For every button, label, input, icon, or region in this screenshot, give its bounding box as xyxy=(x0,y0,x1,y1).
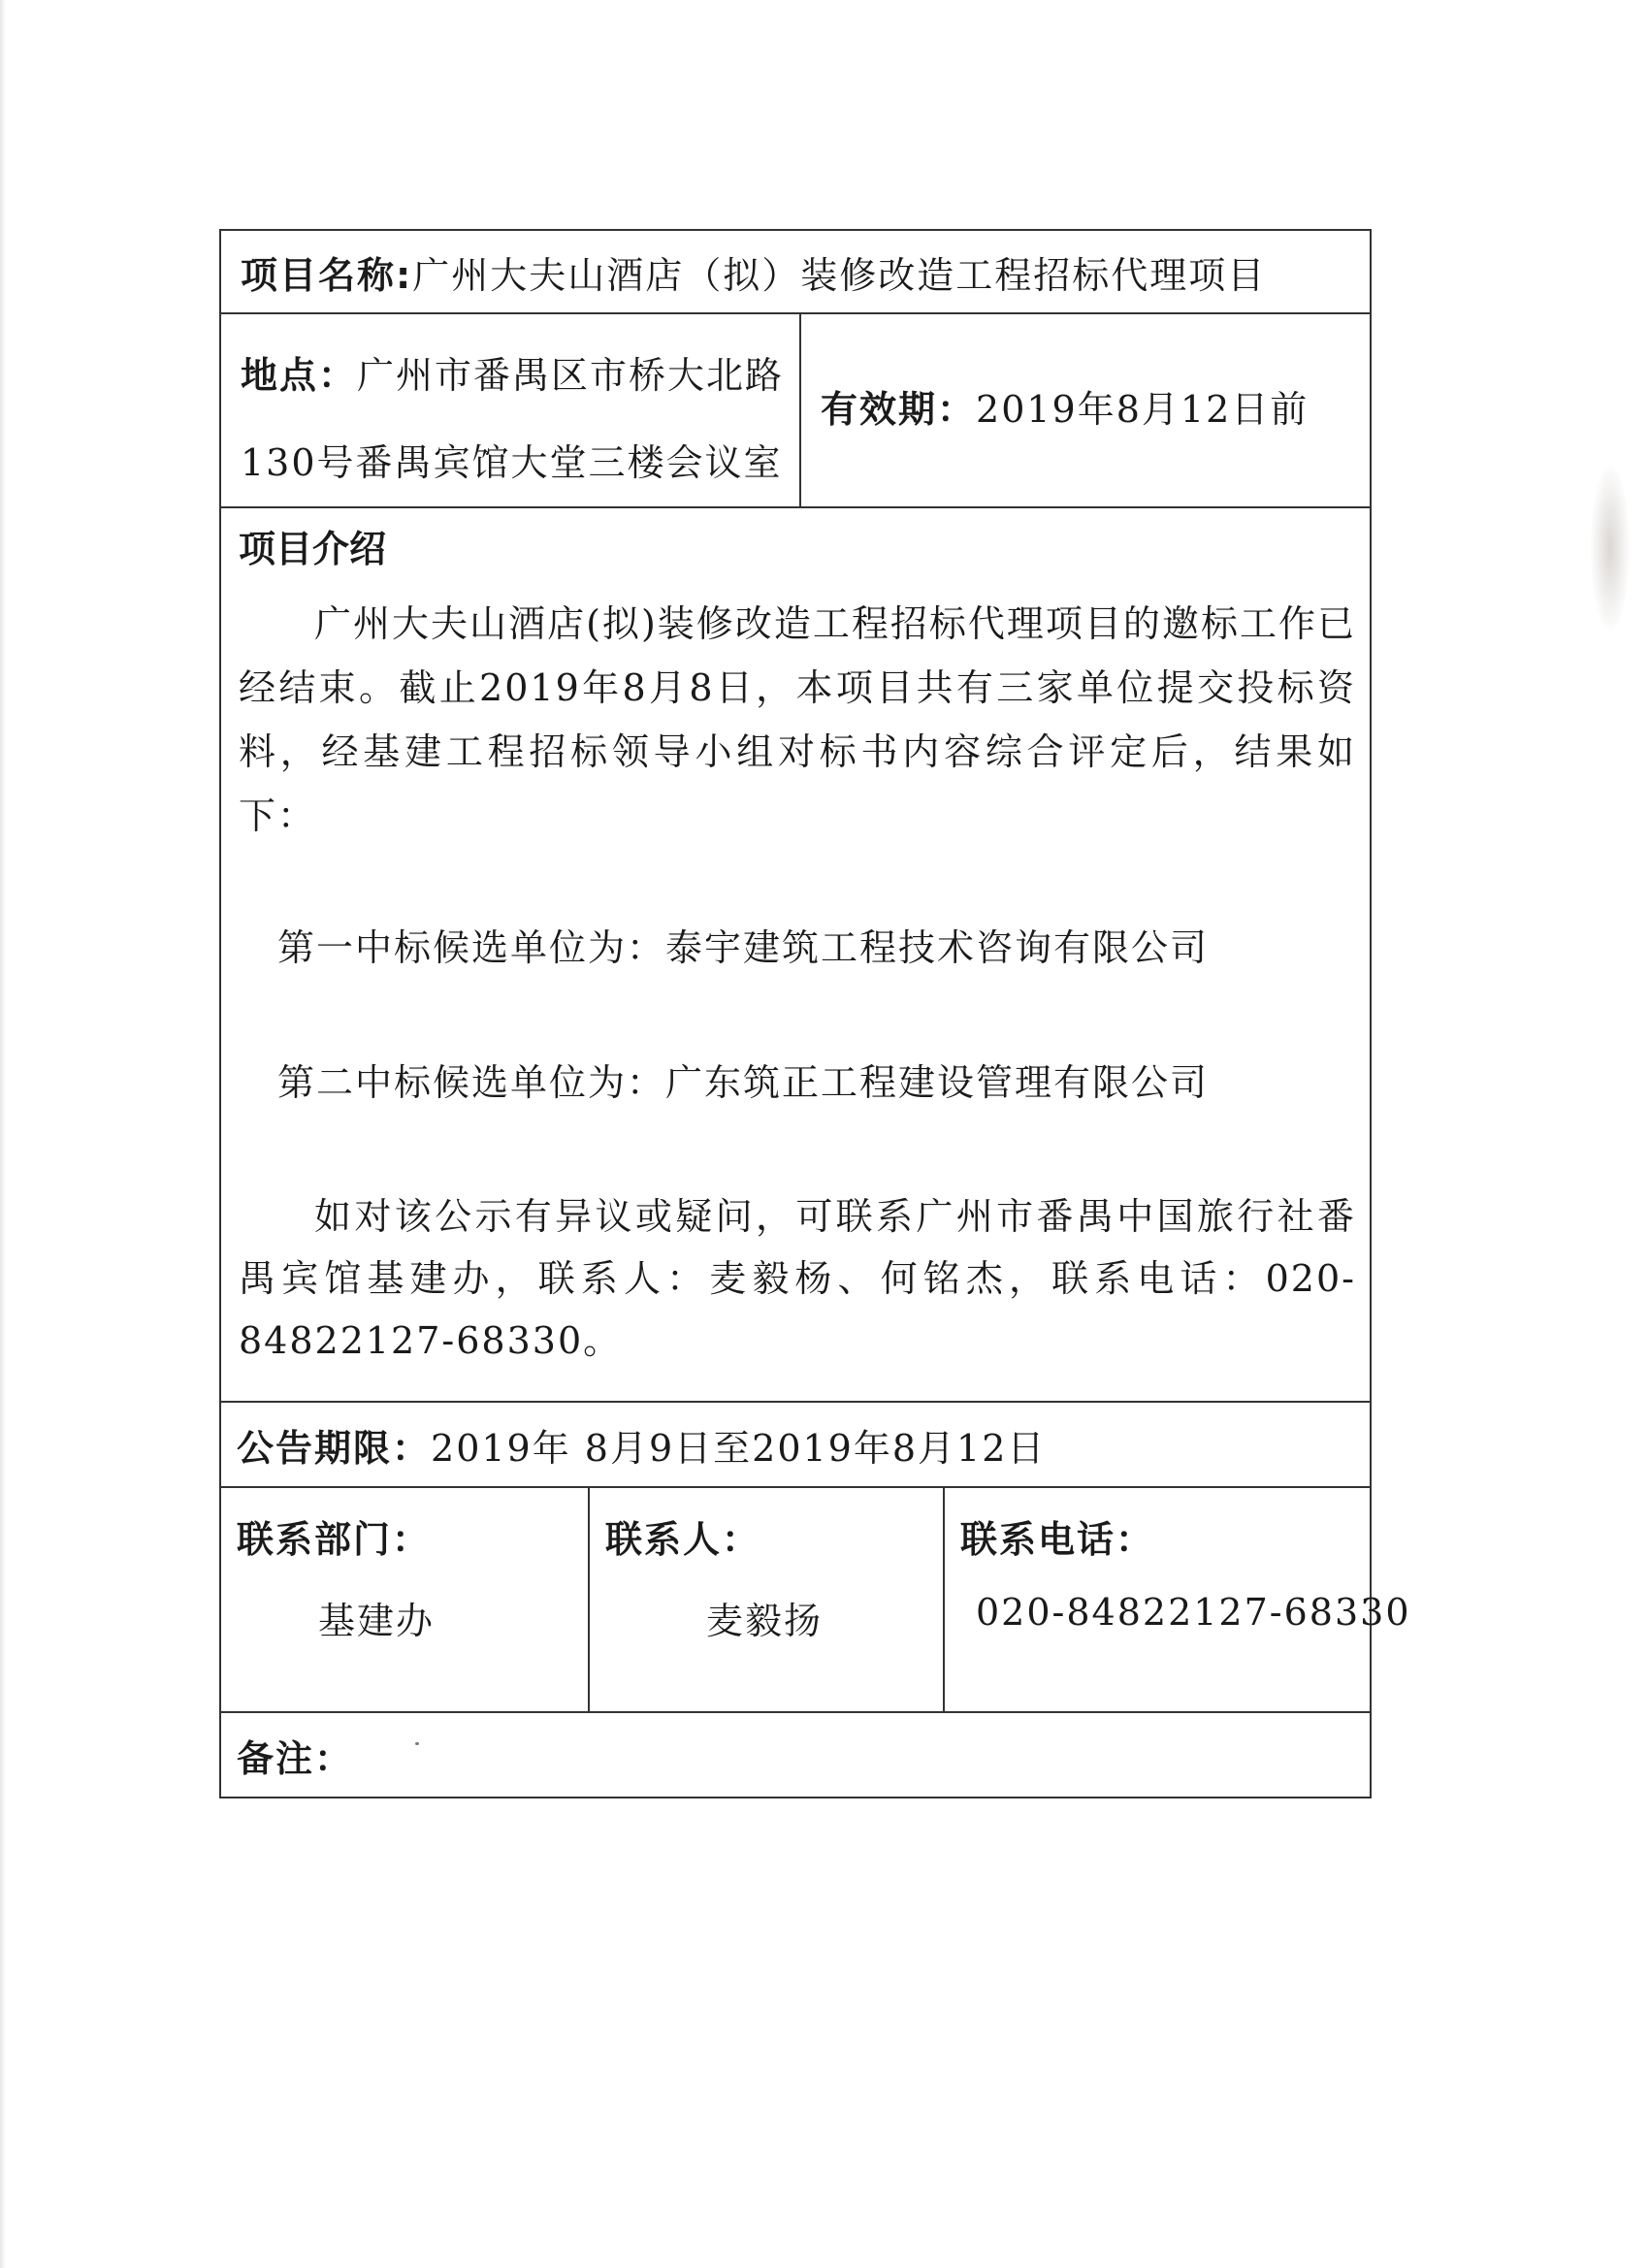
location-cell xyxy=(221,314,801,506)
scan-stain xyxy=(1591,466,1630,631)
project-name-label: 项目名称: xyxy=(241,253,413,297)
scan-edge xyxy=(0,0,6,2268)
validity-label: 有效期： xyxy=(821,387,977,431)
location-line2: 130号番禺宾馆大堂三楼会议室 xyxy=(241,441,783,484)
contact-person-value: 麦毅扬 xyxy=(706,1600,824,1642)
validity-cell xyxy=(801,314,1370,506)
intro-heading: 项目介绍 xyxy=(239,528,387,570)
contact-phone-value: 020-84822127-68330 xyxy=(976,1591,1411,1634)
remarks-row xyxy=(221,1713,1370,1797)
project-name-value: 广州大夫山酒店（拟）装修改造工程招标代理项目 xyxy=(412,253,1267,297)
contact-phone-cell xyxy=(945,1488,1411,1711)
contacts-row xyxy=(221,1488,1411,1713)
contact-paragraph: 如对该公示有异议或疑问，可联系广州市番禺中国旅行社番禺宾馆基建办，联系人：麦毅杨、何铭杰，联系电话：020-84822127-68330。 xyxy=(239,1195,1356,1362)
contact-person-label: 联系人： xyxy=(605,1518,761,1561)
location-validity-row xyxy=(221,314,1370,508)
contact-phone-label: 联系电话： xyxy=(960,1518,1155,1561)
contact-dept-value: 基建办 xyxy=(318,1600,436,1642)
scan-speck xyxy=(415,1742,419,1745)
remarks-label: 备注： xyxy=(237,1736,354,1780)
contact-dept-label: 联系部门： xyxy=(237,1518,432,1561)
second-candidate: 第二中标候选单位为：广东筑正工程建设管理有限公司 xyxy=(277,1061,1210,1104)
project-name-row xyxy=(221,231,1370,314)
announcement-period-row xyxy=(221,1403,1370,1488)
validity-value: 2019年8月12日前 xyxy=(976,387,1310,431)
location-label: 地点： xyxy=(241,354,358,397)
location-line1: 广州市番禺区市桥大北路 xyxy=(357,354,785,397)
announcement-form xyxy=(219,229,1411,1798)
intro-section xyxy=(221,508,1370,1403)
contact-dept-cell xyxy=(221,1488,590,1711)
contact-person-cell xyxy=(590,1488,945,1711)
intro-paragraph: 广州大夫山酒店(拟)装修改造工程招标代理项目的邀标工作已经结束。截止2019年8月8日，本项目共有三家单位提交投标资料，经基建工程招标领导小组对标书内容综合评定后，结果如下： xyxy=(239,602,1356,837)
period-value: 2019年 8月9日至2019年8月12日 xyxy=(431,1426,1047,1470)
period-label: 公告期限： xyxy=(237,1426,432,1470)
first-candidate: 第一中标候选单位为：泰宇建筑工程技术咨询有限公司 xyxy=(277,926,1210,969)
